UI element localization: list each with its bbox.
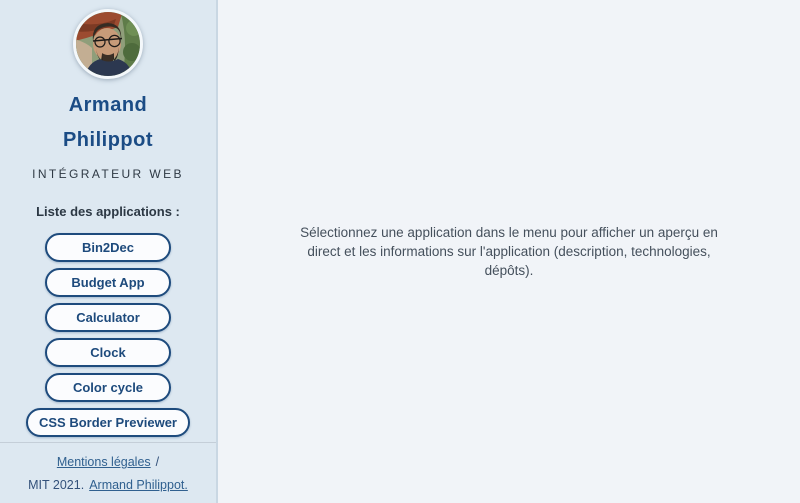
sidebar xyxy=(0,0,218,503)
main-content xyxy=(218,0,800,503)
license-text: MIT 2021. xyxy=(28,478,85,492)
app-button-bin2dec[interactable]: Bin2Dec xyxy=(45,233,171,262)
app-button-calculator[interactable]: Calculator xyxy=(45,303,171,332)
site-title xyxy=(63,88,153,158)
app-button-clock[interactable]: Clock xyxy=(45,338,171,367)
legal-link[interactable]: Mentions légales xyxy=(56,455,151,469)
site-subtitle: INTÉGRATEUR WEB xyxy=(32,167,184,181)
avatar xyxy=(73,9,143,79)
footer-legal-line xyxy=(57,455,159,469)
apps-nav xyxy=(0,219,216,442)
apps-list-heading: Liste des applications : xyxy=(36,204,180,219)
avatar-photo-icon xyxy=(76,12,140,76)
site-title-line2: Philippot xyxy=(62,129,154,151)
app-button-color-cycle[interactable]: Color cycle xyxy=(45,373,171,402)
sidebar-footer xyxy=(0,442,216,503)
app-button-css-border-previewer[interactable]: CSS Border Previewer xyxy=(26,408,190,437)
footer-separator: / xyxy=(155,455,160,469)
site-title-line1: Armand xyxy=(68,94,148,116)
app-button-budget-app[interactable]: Budget App xyxy=(45,268,171,297)
profile-block xyxy=(32,0,184,181)
footer-license-line xyxy=(28,478,188,492)
author-link[interactable]: Armand Philippot. xyxy=(89,478,188,492)
placeholder-message: Sélectionnez une application dans le menu pour afficher un aperçu en direct et les informations sur l'application (description, technologies, dépôts). xyxy=(300,225,718,278)
